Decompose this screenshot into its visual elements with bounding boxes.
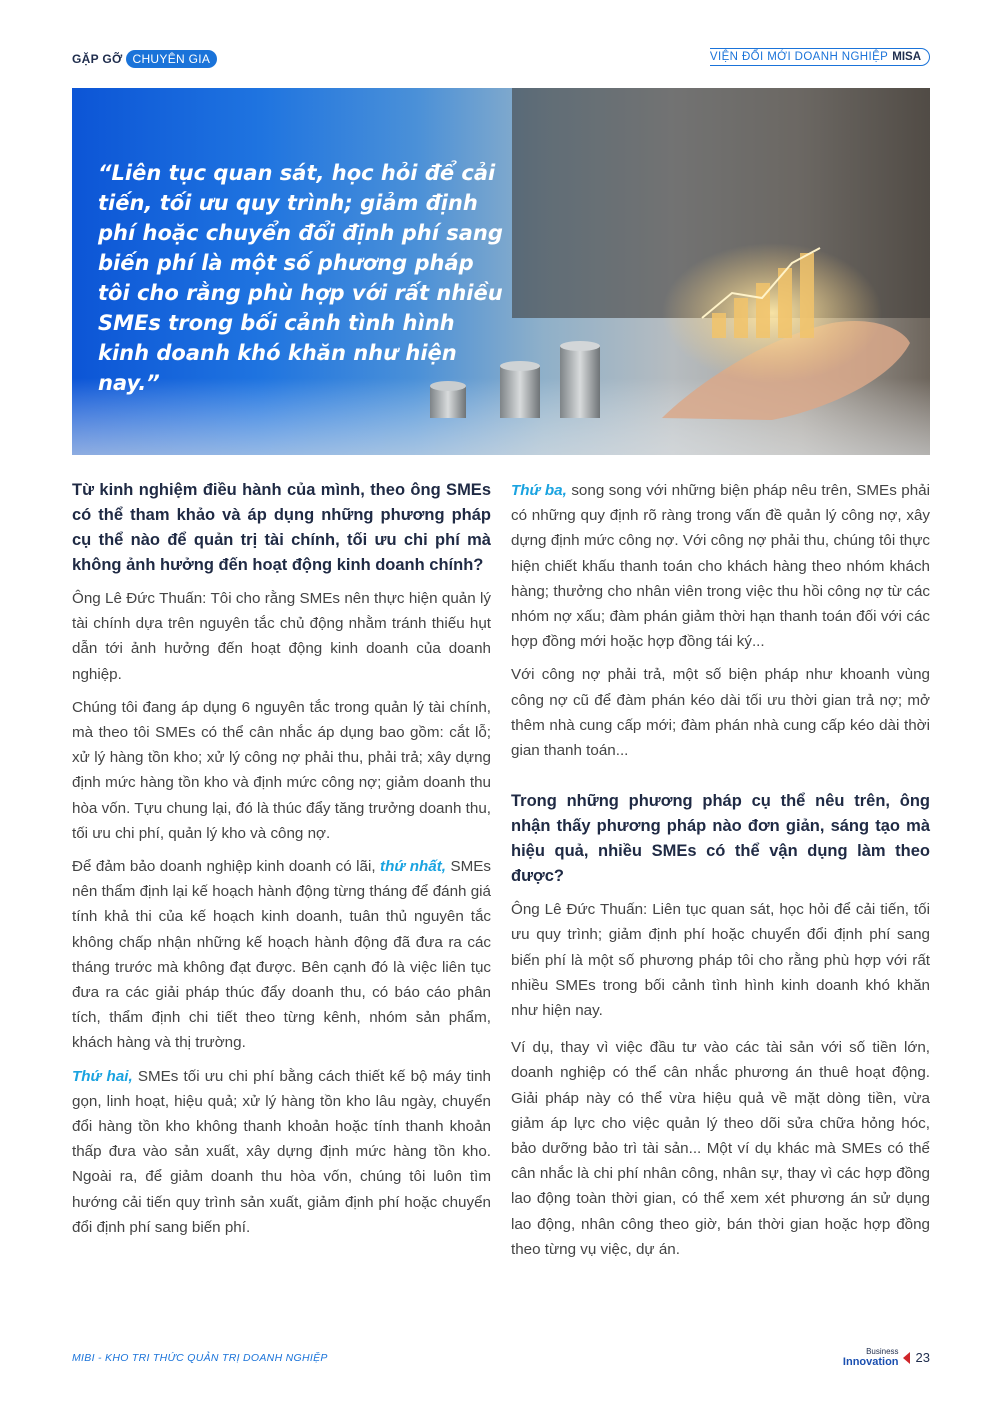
- publisher-header: [710, 48, 930, 66]
- business-innovation-logo: [843, 1347, 899, 1368]
- answer-1-first: [72, 854, 491, 1056]
- first-lead: Để đảm bảo doanh nghiệp kinh doanh có lãi,: [72, 858, 381, 876]
- section-label: GẶP GỠ: [72, 52, 123, 66]
- answer-1-intro: Ông Lê Đức Thuấn: Tôi cho rằng SMEs nên thực hiện quản lý tài chính dựa trên nguyên tắc chủ động nhằm tránh thiếu hụt dẫn tới ảnh hưởng đến hoạt động kinh doanh của doanh nghiệp.: [72, 590, 491, 683]
- arrow-mark-icon: [903, 1352, 910, 1364]
- answer-2-intro: Ông Lê Đức Thuấn: Liên tục quan sát, học hỏi để cải tiến, tối ưu quy trình; giảm định phí hoặc chuyển đổi định phí sang biến phí là một số phương pháp tôi cho rằng phù hợp với rất nhiều SMEs trong bối cảnh tình hình kinh doanh khó khăn như hiện nay.: [511, 901, 930, 1020]
- right-column: [511, 478, 930, 1270]
- footer-brand: [843, 1347, 930, 1368]
- publisher-brand: MISA: [892, 51, 921, 63]
- question-1: Từ kinh nghiệm điều hành của mình, theo ông SMEs có thể tham khảo và áp dụng những phương pháp cụ thể nào để quản trị tài chính, tối ưu chi phí mà không ảnh hưởng đến hoạt động kinh doanh chính?: [72, 481, 491, 574]
- light-glow: [662, 243, 882, 383]
- logo-top-text: Business: [866, 1347, 899, 1356]
- footer-publication: MIBI - KHO TRI THỨC QUẢN TRỊ DOANH NGHIỆP: [72, 1352, 328, 1364]
- section-pill: CHUYÊN GIA: [126, 50, 218, 68]
- answer-2-example: Ví dụ, thay vì việc đầu tư vào các tài sản với số tiền lớn, doanh nghiệp có thể cân nhắc phương án thuê hoạt động. Giải pháp này có thể vừa hiệu quả về mặt dòng tiền, vừa giảm áp lực cho việc quản lý theo dõi sửa chữa hỏng hóc, bảo dưỡng bảo trì tài sản... Một ví dụ khác mà SMEs có thể cân nhắc là chi phí nhân công, nhân sự, thay vì các hợp đồng lao động toàn thời gian, có thể xem xét phương án sử dụng lao động, nhân công theo giờ, bán thời gian hoặc hợp đồng theo từng vụ việc, dự án.: [511, 1039, 930, 1258]
- third-emphasis: Thứ ba,: [511, 482, 567, 499]
- second-body: SMEs tối ưu chi phí bằng cách thiết kế bộ máy tinh gọn, linh hoạt, hiệu quả; xử lý hàng tồn kho lâu ngày, chuyển đổi hàng tồn kho không thanh khoản hoặc tính thanh khoản thấp đưa vào sản xuất, xây dựng định mức hàng tồn kho. Ngoài ra, để giảm doanh thu hòa vốn, chúng tôi luôn tìm hướng cải tiến quy trình sản xuất, giảm định phí hoặc chuyển đổi định phí sang biến phí.: [72, 1067, 491, 1236]
- section-header: [72, 50, 217, 68]
- publisher-label: VIỆN ĐỔI MỚI DOANH NGHIỆP: [709, 51, 889, 63]
- second-emphasis: Thứ hai,: [72, 1067, 133, 1085]
- first-emphasis: thứ nhất,: [380, 858, 446, 876]
- hero-quote: “Liên tục quan sát, học hỏi để cải tiến, tối ưu quy trình; giảm định phí hoặc chuyển đổi định phí sang biến phí là một số phương pháp tôi cho rằng phù hợp với rất nhiều SMEs trong bối cảnh tình hình kinh doanh khó khăn như hiện nay.”: [98, 161, 503, 395]
- logo-bottom-text: Innovation: [842, 1356, 899, 1368]
- payables-paragraph: Với công nợ phải trả, một số biện pháp như khoanh vùng công nợ cũ để đàm phán kéo dài tối ưu thời gian trả nợ; mở thêm nhà cung cấp mới; đàm phán nhà cung cấp kéo dài thời gian thanh toán...: [511, 666, 930, 760]
- first-body: SMEs nên thẩm định lại kế hoạch hành động từng tháng để đánh giá tính khả thi của kế hoạch kinh doanh, tuân thủ nguyên tắc không chấp nhận những kế hoạch hành động đã đưa ra các tháng trước mà không đạt được. Bên cạnh đó là việc liên tục đưa ra các giải pháp thúc đẩy doanh thu, có báo cáo phân tích, thẩm định chi tiết theo từng kênh, nhóm sản phẩm, khách hàng và thị trường.: [72, 858, 491, 1052]
- left-column: [72, 478, 491, 1248]
- third-body: song song với những biện pháp nêu trên, SMEs phải có những quy định rõ ràng trong vấn đề quản lý công nợ, xây dựng định mức công nợ. Với công nợ phải thu, chúng tôi thực hiện chiết khấu thanh toán cho khách hàng theo nhóm khách hàng; thưởng cho nhân viên trong việc thu hồi công nợ từ các nhóm nợ xấu; đàm phán giảm thời hạn thanh toán đối với các hợp đồng mới hoặc hợp đồng tái ký...: [511, 482, 930, 651]
- page-number: 23: [915, 1350, 930, 1365]
- spacer: [511, 771, 930, 789]
- answer-1-third: [511, 478, 930, 654]
- answer-1-second: [72, 1064, 491, 1240]
- answer-1-principles: Chúng tôi đang áp dụng 6 nguyên tắc trong quản lý tài chính, mà theo tôi SMEs có thể cân nhắc áp dụng bao gồm: cắt lỗ; xử lý hàng tồn kho; xử lý công nợ phải thu, phải trả; xây dựng định mức hàng tồn kho và định mức công nợ; giảm doanh thu hòa vốn. Tựu chung lại, đó là thúc đẩy tăng trưởng doanh thu, tối ưu chi phí, quản lý kho và công nợ.: [72, 698, 491, 842]
- coin-stack-tall: [560, 341, 600, 418]
- question-2: Trong những phương pháp cụ thể nêu trên, ông nhận thấy phương pháp nào đơn giản, sáng tạo mà hiệu quả, nhiều SMEs có thể vận dụng làm theo được?: [511, 792, 930, 886]
